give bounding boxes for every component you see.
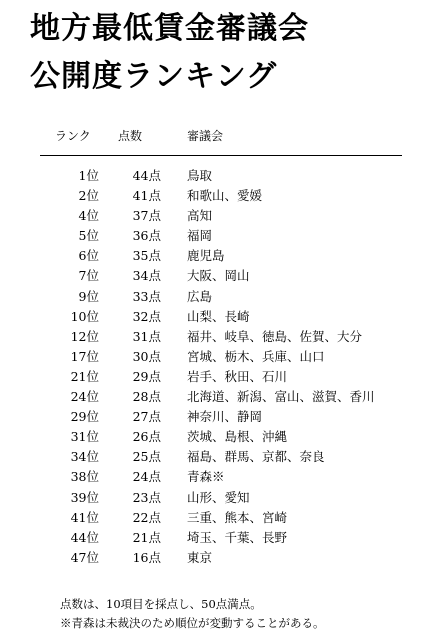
council-cell: 宮城、栃木、兵庫、山口 (187, 348, 325, 364)
score-cell: 33点 (132, 288, 161, 304)
rank-cell: 21位 (70, 368, 99, 384)
table-row (0, 186, 429, 206)
rank-cell: 24位 (70, 389, 99, 405)
page-subtitle: 公開度ランキング (30, 59, 278, 94)
score-cell: 32点 (132, 308, 161, 324)
page-title: 地方最低賃金審議会 (30, 11, 309, 46)
table-row (0, 166, 429, 186)
council-cell: 高知 (187, 208, 213, 224)
rank-cell: 5位 (78, 228, 99, 244)
rank-cell: 4位 (78, 208, 99, 224)
table-row (0, 367, 429, 387)
council-cell: 広島 (187, 288, 213, 304)
score-cell: 29点 (132, 368, 161, 384)
table-row (0, 387, 429, 407)
score-cell: 28点 (132, 389, 161, 405)
column-header-council: 審議会 (187, 129, 224, 143)
rank-cell: 12位 (70, 328, 99, 344)
table-row (0, 246, 429, 266)
rank-cell: 2位 (78, 188, 99, 204)
score-cell: 23点 (132, 489, 161, 505)
rank-cell: 44位 (70, 529, 99, 545)
rank-cell: 9位 (78, 288, 99, 304)
score-cell: 16点 (132, 549, 161, 565)
council-cell: 和歌山、愛媛 (187, 188, 263, 204)
council-cell: 北海道、新潟、富山、滋賀、香川 (187, 389, 375, 405)
table-row (0, 266, 429, 286)
rank-cell: 39位 (70, 489, 99, 505)
rank-cell: 7位 (78, 268, 99, 284)
table-row (0, 427, 429, 447)
council-cell: 神奈川、静岡 (187, 409, 263, 425)
rank-cell: 1位 (78, 168, 99, 183)
score-cell: 27点 (132, 409, 161, 425)
table-row (0, 307, 429, 327)
column-header-rank: ランク (55, 129, 91, 143)
table-row (0, 347, 429, 367)
table-row (0, 548, 429, 568)
rank-cell: 17位 (70, 348, 99, 364)
table-row (0, 508, 429, 528)
rank-cell: 31位 (70, 429, 99, 445)
council-cell: 福島、群馬、京都、奈良 (187, 449, 325, 465)
council-cell: 東京 (187, 549, 213, 565)
council-cell: 岩手、秋田、石川 (187, 368, 288, 384)
table-row (0, 327, 429, 347)
score-cell: 44点 (132, 168, 161, 183)
council-cell: 山梨、長崎 (187, 308, 250, 324)
score-cell: 41点 (132, 188, 161, 204)
rank-cell: 47位 (70, 549, 99, 565)
council-cell: 茨城、島根、沖縄 (187, 429, 288, 445)
rank-cell: 34位 (70, 449, 99, 465)
table-row (0, 447, 429, 467)
column-header-score: 点数 (118, 129, 143, 143)
ranking-table (0, 166, 429, 568)
table-row (0, 287, 429, 307)
table-row (0, 488, 429, 508)
table-row (0, 226, 429, 246)
header-divider (40, 155, 402, 156)
score-cell: 34点 (132, 268, 161, 284)
table-row (0, 206, 429, 226)
council-cell: 鹿児島 (187, 248, 225, 264)
score-cell: 35点 (132, 248, 161, 264)
score-cell: 37点 (132, 208, 161, 224)
score-cell: 24点 (132, 469, 161, 485)
council-cell: 福岡 (187, 228, 213, 244)
table-row (0, 467, 429, 487)
rank-cell: 38位 (70, 469, 99, 485)
score-cell: 22点 (132, 509, 161, 525)
rank-cell: 6位 (78, 248, 99, 264)
rank-cell: 10位 (70, 308, 99, 324)
footnote-aomori: ※青森は未裁決のため順位が変動することがある。 (60, 616, 325, 630)
table-row (0, 528, 429, 548)
table-row (0, 407, 429, 427)
council-cell: 三重、熊本、宮崎 (187, 509, 288, 525)
council-cell: 青森※ (187, 469, 225, 485)
rank-cell: 41位 (70, 509, 99, 525)
footnote-scoring: 点数は、10項目を採点し、50点満点。 (60, 597, 262, 611)
score-cell: 25点 (132, 449, 161, 465)
council-cell: 福井、岐阜、徳島、佐賀、大分 (187, 328, 363, 344)
score-cell: 21点 (132, 529, 161, 545)
council-cell: 鳥取 (187, 168, 213, 183)
council-cell: 大阪、岡山 (187, 268, 250, 284)
rank-cell: 29位 (70, 409, 99, 425)
score-cell: 36点 (132, 228, 161, 244)
council-cell: 山形、愛知 (187, 489, 250, 505)
score-cell: 30点 (132, 348, 161, 364)
council-cell: 埼玉、千葉、長野 (187, 529, 288, 545)
score-cell: 26点 (132, 429, 161, 445)
score-cell: 31点 (132, 328, 161, 344)
